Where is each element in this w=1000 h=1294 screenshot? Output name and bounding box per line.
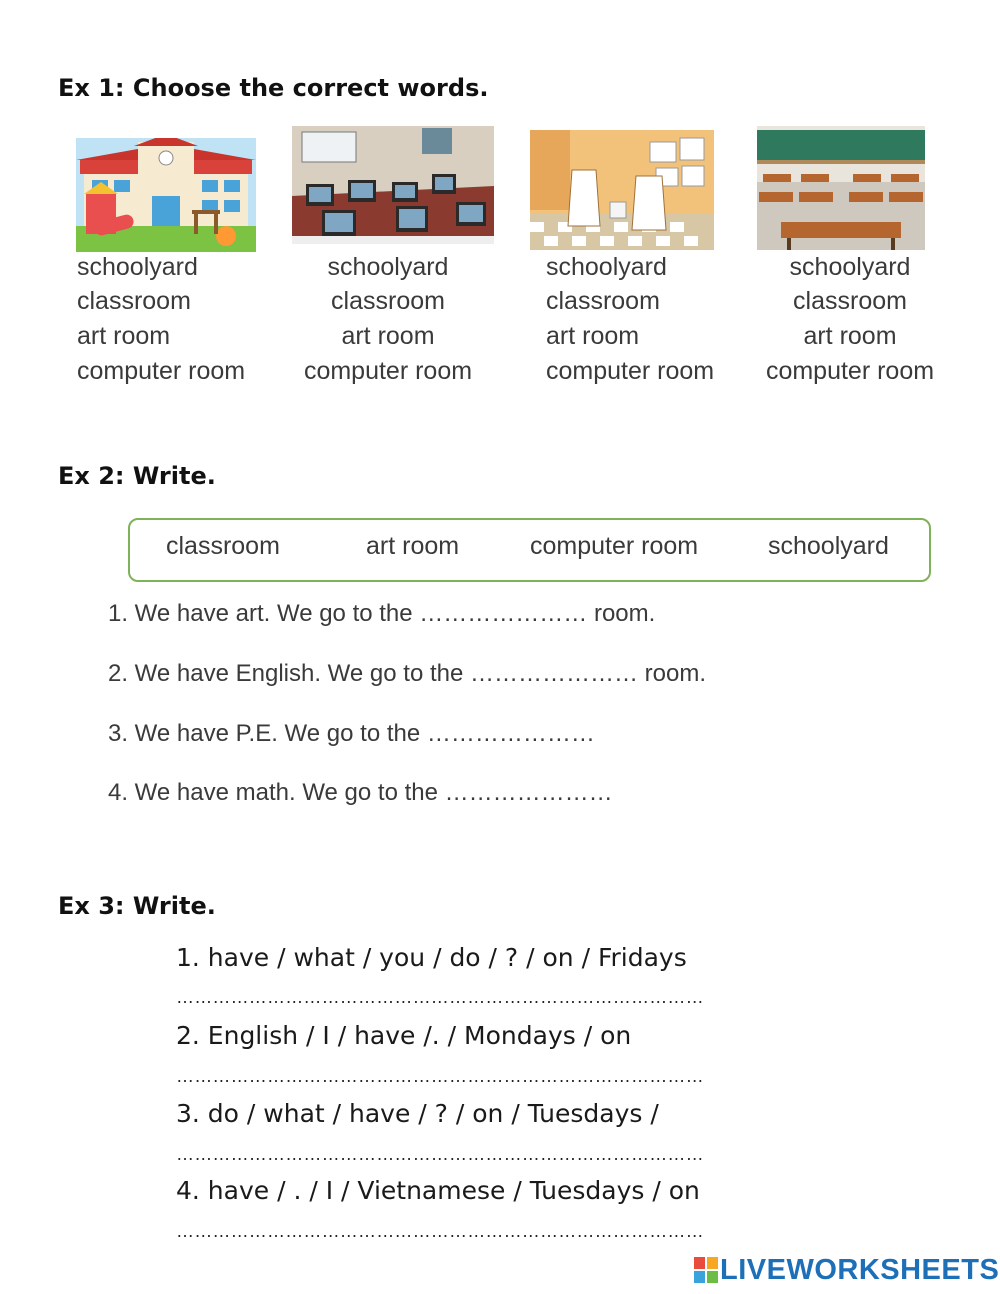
word-bank-item: art room [366, 532, 460, 560]
ex3-answer-line-1[interactable]: …………………………………………………………………………… [176, 987, 704, 1007]
option-schoolyard[interactable]: schoolyard [327, 253, 449, 281]
ex3-answer-line-3[interactable]: …………………………………………………………………………… [176, 1144, 704, 1164]
word-bank-item: computer room [530, 532, 699, 560]
option-schoolyard[interactable]: schoolyard [546, 253, 667, 281]
ex3-prompt-2: 2. English / I / have /. / Mondays / on [176, 1021, 632, 1050]
ex3-answer-line-2[interactable]: …………………………………………………………………………… [176, 1066, 704, 1086]
answer-blank[interactable]: ………………… [470, 660, 638, 687]
art-room-image [530, 130, 714, 250]
liveworksheets-brand [694, 1252, 999, 1288]
option-art-room[interactable]: art room [77, 322, 171, 350]
sentence-text: 4. We have math. We go to the [108, 779, 445, 806]
option-computer-room[interactable]: computer room [765, 357, 935, 385]
ex2-heading: Ex 2: Write. [58, 462, 216, 490]
sentence-text: 2. We have English. We go to the [108, 660, 470, 687]
ex1-options-3 [546, 250, 714, 388]
option-computer-room[interactable]: computer room [77, 357, 246, 385]
answer-blank[interactable]: ………………… [426, 720, 595, 747]
option-classroom[interactable]: classroom [793, 287, 907, 315]
ex1-heading: Ex 1: Choose the correct words. [58, 74, 489, 102]
word-bank-item: classroom [166, 532, 280, 560]
ex3-prompt-4: 4. have / . / I / Vietnamese / Tuesdays / on [176, 1176, 700, 1205]
school-building-image [76, 138, 256, 252]
ex2-sentence-3 [108, 720, 595, 748]
brand-name: LIVEWORKSHEETS [720, 1253, 1000, 1286]
ex3-prompt-3: 3. do / what / have / ? / on / Tuesdays / [176, 1099, 659, 1128]
sentence-text: room. [638, 660, 707, 687]
ex2-sentence-4 [108, 779, 613, 807]
answer-blank[interactable]: ………………… [419, 600, 588, 627]
sentence-text: 3. We have P.E. We go to the [108, 720, 427, 747]
ex2-sentence-2 [108, 660, 706, 688]
classroom-image [757, 126, 925, 250]
option-art-room[interactable]: art room [803, 322, 897, 350]
ex3-heading: Ex 3: Write. [58, 892, 216, 920]
word-bank-item: schoolyard [768, 532, 889, 560]
option-classroom[interactable]: classroom [331, 287, 445, 315]
computer-lab-image [292, 126, 494, 244]
sentence-text: 1. We have art. We go to the [108, 600, 420, 627]
option-classroom[interactable]: classroom [546, 287, 660, 315]
option-classroom[interactable]: classroom [77, 287, 191, 315]
option-computer-room[interactable]: computer room [546, 357, 715, 385]
answer-blank[interactable]: ………………… [444, 779, 613, 806]
ex1-options-2 [300, 250, 476, 388]
liveworksheets-logo-icon [694, 1257, 718, 1283]
sentence-text: room. [587, 600, 656, 627]
word-bank [128, 518, 931, 582]
option-art-room[interactable]: art room [341, 322, 435, 350]
option-art-room[interactable]: art room [546, 322, 640, 350]
option-computer-room[interactable]: computer room [303, 357, 473, 385]
ex2-sentence-1 [108, 600, 655, 628]
ex3-answer-line-4[interactable]: …………………………………………………………………………… [176, 1221, 704, 1241]
ex1-options-1 [77, 250, 245, 388]
ex1-options-4 [762, 250, 938, 388]
option-schoolyard[interactable]: schoolyard [77, 253, 198, 281]
option-schoolyard[interactable]: schoolyard [789, 253, 911, 281]
ex3-prompt-1: 1. have / what / you / do / ? / on / Fridays [176, 943, 687, 972]
